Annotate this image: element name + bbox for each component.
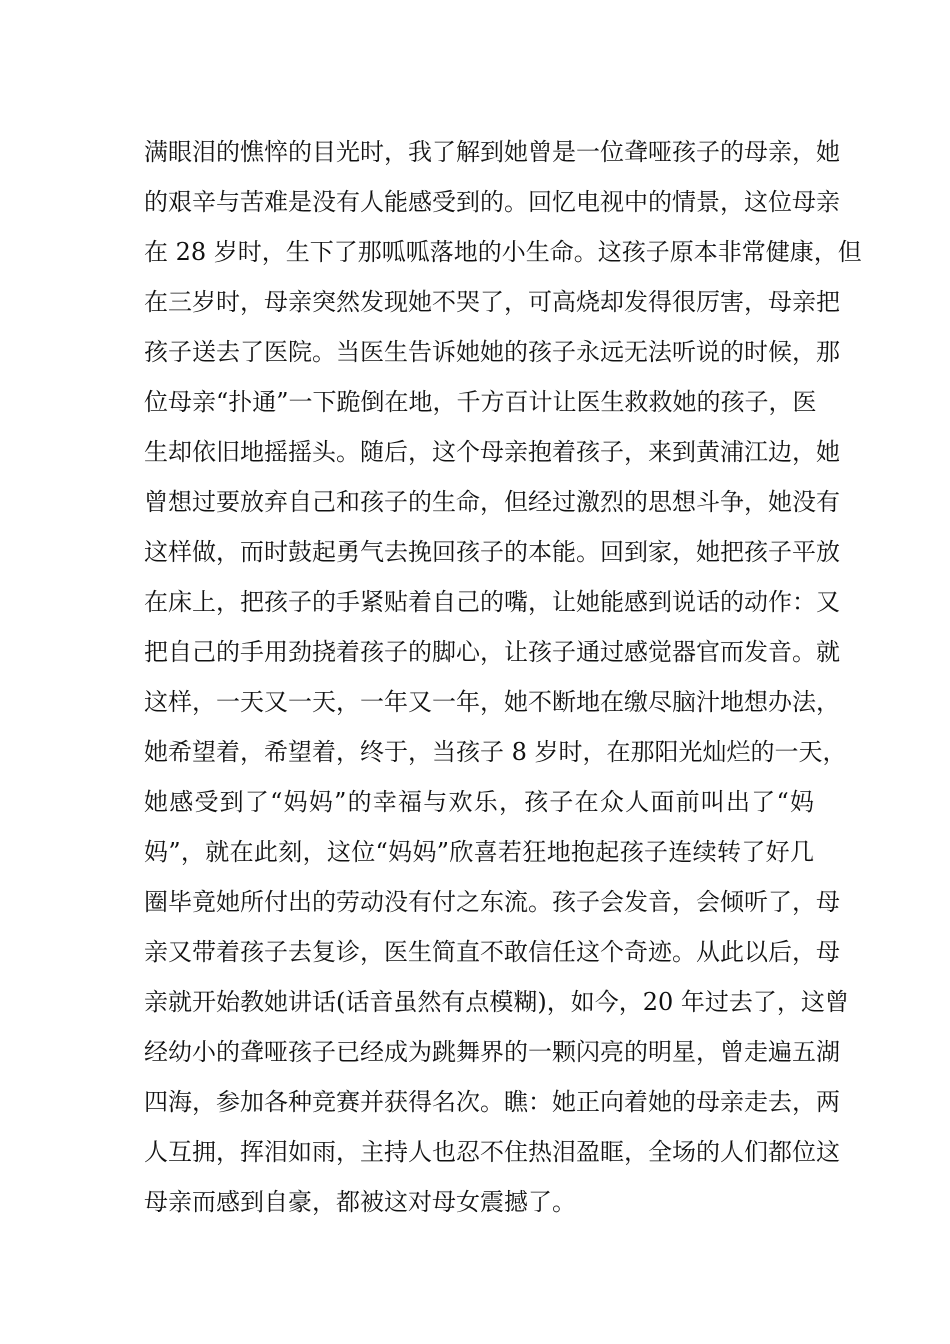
text-line: 她希望着，希望着，终于，当孩子 8 岁时，在那阳光灿烂的一天， — [144, 738, 847, 766]
text-line: 亲就开始教她讲话(话音虽然有点模糊)，如今，20 年过去了，这曾 — [144, 988, 849, 1016]
text-line: 母亲而感到自豪，都被这对母女震撼了。 — [144, 1188, 576, 1216]
text-line: 曾想过要放弃自己和孩子的生命，但经过激烈的思想斗争，她没有 — [144, 488, 840, 516]
text-line: 妈”，就在此刻，这位“妈妈”欣喜若狂地抱起孩子连续转了好几 — [144, 838, 814, 866]
text-line: 的艰辛与苦难是没有人能感受到的。回忆电视中的情景，这位母亲 — [144, 188, 840, 216]
text-line: 圈毕竟她所付出的劳动没有付之东流。孩子会发音，会倾听了，母 — [144, 888, 840, 916]
text-line: 经幼小的聋哑孩子已经成为跳舞界的一颗闪亮的明星，曾走遍五湖 — [144, 1038, 840, 1066]
text-line: 在 28 岁时，生下了那呱呱落地的小生命。这孩子原本非常健康，但 — [144, 238, 862, 266]
text-line: 在床上，把孩子的手紧贴着自己的嘴，让她能感到说话的动作：又 — [144, 588, 840, 616]
body-text — [144, 127, 862, 1227]
text-line: 这样做，而时鼓起勇气去挽回孩子的本能。回到家，她把孩子平放 — [144, 538, 840, 566]
text-line: 把自己的手用劲挠着孩子的脚心，让孩子通过感觉器官而发音。就 — [144, 638, 840, 666]
text-line: 亲又带着孩子去复诊，医生简直不敢信任这个奇迹。从此以后，母 — [144, 938, 840, 966]
text-line: 生却依旧地摇摇头。随后，这个母亲抱着孩子，来到黄浦江边，她 — [144, 438, 840, 466]
text-line: 四海，参加各种竞赛并获得名次。瞧：她正向着她的母亲走去，两 — [144, 1088, 840, 1116]
text-line: 这样，一天又一天，一年又一年，她不断地在缴尽脑汁地想办法， — [144, 688, 840, 716]
text-line: 在三岁时，母亲突然发现她不哭了，可高烧却发得很厉害，母亲把 — [144, 288, 840, 316]
text-line: 孩子送去了医院。当医生告诉她她的孩子永远无法听说的时候，那 — [144, 338, 840, 366]
text-line: 她感受到了“妈妈”的幸福与欢乐，孩子在众人面前叫出了“妈 — [144, 788, 814, 816]
text-line: 位母亲“扑通”一下跪倒在地，千方百计让医生救救她的孩子，医 — [144, 388, 817, 416]
text-line: 人互拥，挥泪如雨，主持人也忍不住热泪盈眶，全场的人们都位这 — [144, 1138, 840, 1166]
text-line: 满眼泪的憔悴的目光时，我了解到她曾是一位聋哑孩子的母亲，她 — [144, 138, 840, 166]
